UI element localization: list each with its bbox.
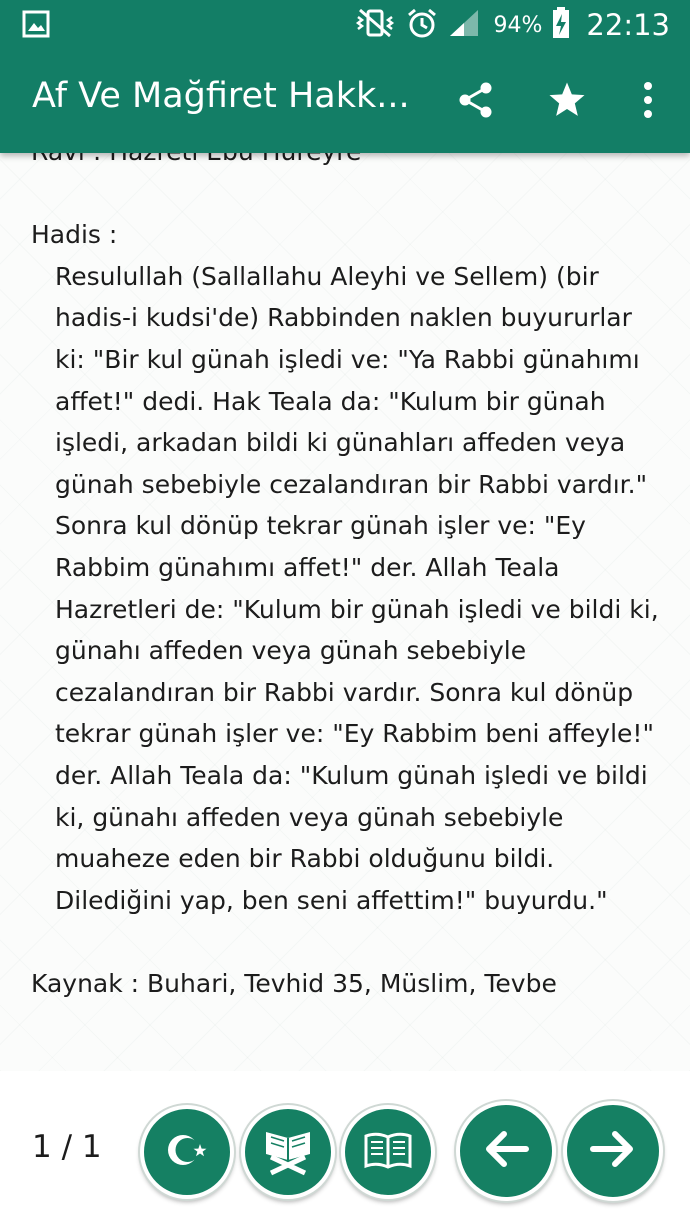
- hadith-content[interactable]: [0, 153, 690, 1071]
- hadith-text-block: [31, 131, 661, 1004]
- battery-charging-icon: [552, 7, 570, 43]
- star-icon[interactable]: [545, 78, 589, 122]
- turkish-flag-icon: [159, 1122, 215, 1182]
- gallery-notification-icon: [22, 10, 50, 38]
- next-button[interactable]: [563, 1101, 663, 1201]
- previous-button[interactable]: [456, 1101, 556, 1201]
- status-icons: [354, 4, 670, 46]
- kaynak-line: Kaynak : Buhari, Tevhid 35, Müslim, Tevbe: [31, 968, 557, 998]
- clock: 22:13: [586, 8, 670, 42]
- hadis-text: Resulullah (Sallallahu Aleyhi ve Sellem) (bir hadis-i kudsi'de) Rabbinden naklen buyururlar ki: "Bir kul günah işledi ve: "Ya Rabbi günahımı affet!" dedi. Hak Teala da: "Kulum bir günah işledi, arkadan bildi ki günahları affeden veya günah sebebiyle cezalandıran bir Rabbi vardır." Sonra kul dönüp tekrar günah işler ve: "Ey Rabbim günahımı affet!" der. Allah Teala Hazretleri de: "Kulum bir günah işledi ve bildi ki, günahı affeden veya günah sebebiyle cezalandıran bir Rabbi vardır. Sonra kul dönüp tekrar günah işler ve: "Ey Rabbim beni affeyle!" der. Allah Teala da: "Kulum günah işledi ve bildi ki, günahı affeden veya günah sebebiyle muaheze eden bir Rabbi olduğunu bildi. Dilediğini yap, ben seni affettim!" buyurdu.": [55, 261, 659, 915]
- toolbar: [0, 50, 690, 153]
- page-title: Af Ve Mağfiret Hakk...: [32, 76, 410, 116]
- alarm-icon: [406, 7, 438, 43]
- turkish-flag-button[interactable]: [140, 1105, 234, 1199]
- arrow-right-icon: [585, 1121, 641, 1181]
- signal-icon: [448, 8, 480, 42]
- quran-button[interactable]: [241, 1105, 335, 1199]
- open-book-icon: [360, 1122, 416, 1182]
- vibrate-mute-icon: [354, 8, 396, 42]
- quran-stand-icon: [259, 1121, 317, 1183]
- app-bar: [0, 0, 690, 153]
- arrow-left-icon: [478, 1121, 534, 1181]
- page-indicator: 1 / 1: [32, 1129, 102, 1165]
- battery-percent: 94%: [493, 12, 543, 38]
- hadis-label: Hadis :: [31, 220, 118, 250]
- more-vert-icon[interactable]: [626, 78, 670, 122]
- bottom-bar: [0, 1071, 690, 1227]
- status-bar: [0, 0, 690, 50]
- share-icon[interactable]: [454, 78, 498, 122]
- book-button[interactable]: [341, 1105, 435, 1199]
